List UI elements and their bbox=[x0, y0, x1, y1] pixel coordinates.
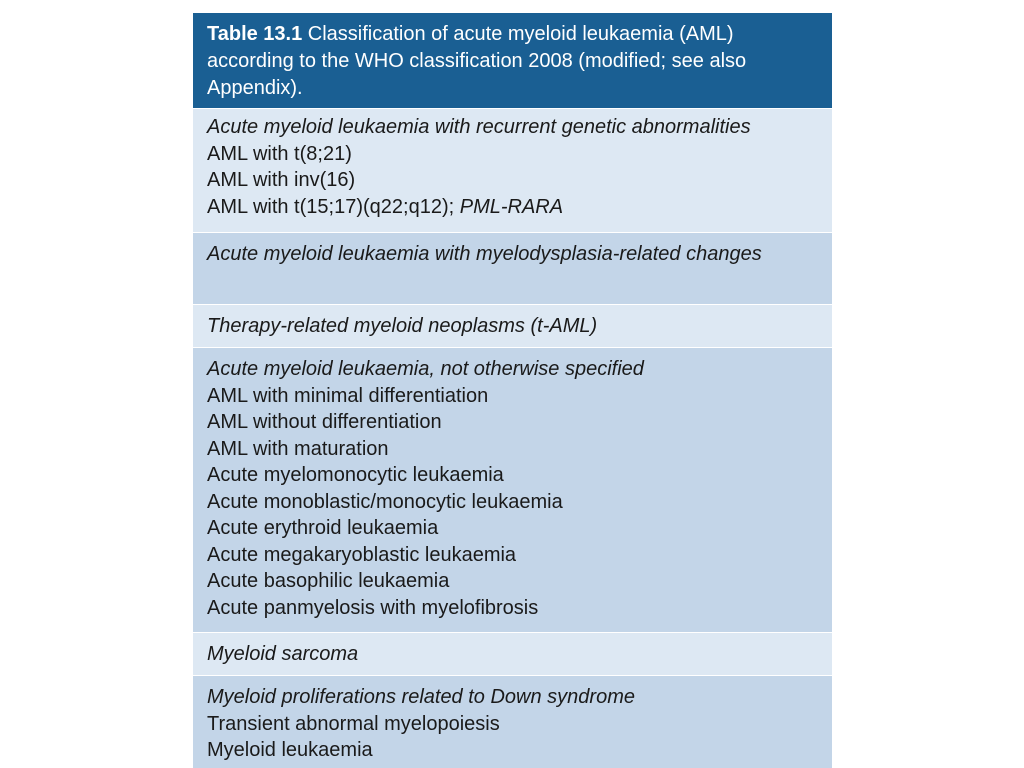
section-therapy-related bbox=[193, 304, 832, 347]
list-item: AML without differentiation bbox=[207, 411, 442, 433]
table-number: Table 13.1 bbox=[207, 23, 303, 45]
section-heading: Acute myeloid leukaemia with myelodysplasia-related changes bbox=[207, 243, 762, 265]
list-item: Acute erythroid leukaemia bbox=[207, 517, 439, 539]
list-item: AML with t(8;21) bbox=[207, 142, 352, 165]
list-item: Myeloid leukaemia bbox=[207, 739, 373, 761]
section-myelodysplasia bbox=[193, 232, 832, 304]
list-item-text: AML with t(15;17)(q22;q12); bbox=[207, 195, 455, 218]
section-heading: Acute myeloid leukaemia, not otherwise specified bbox=[207, 358, 644, 380]
section-heading: Therapy-related myeloid neoplasms (t-AML) bbox=[207, 315, 598, 337]
section-myeloid-sarcoma bbox=[193, 632, 832, 675]
section-nos bbox=[193, 347, 832, 632]
list-item: AML with minimal differentiation bbox=[207, 384, 489, 407]
list-item: Acute monoblastic/monocytic leukaemia bbox=[207, 490, 563, 513]
gene-fusion-name: PML-RARA bbox=[459, 195, 564, 218]
list-item: Acute megakaryoblastic leukaemia bbox=[207, 543, 517, 566]
list-item: Acute basophilic leukaemia bbox=[207, 570, 450, 592]
list-item: Acute myelomonocytic leukaemia bbox=[207, 464, 504, 486]
list-item bbox=[207, 194, 818, 221]
section-heading: Myeloid sarcoma bbox=[207, 643, 359, 665]
classification-table bbox=[193, 13, 832, 768]
table-caption bbox=[193, 13, 832, 108]
section-down-syndrome bbox=[193, 675, 832, 768]
list-item: AML with maturation bbox=[207, 437, 389, 460]
section-heading: Myeloid proliferations related to Down syndrome bbox=[207, 686, 635, 708]
section-heading: Acute myeloid leukaemia with recurrent genetic abnormalities bbox=[207, 116, 751, 138]
list-item: Acute panmyelosis with myelofibrosis bbox=[207, 596, 539, 619]
list-item: AML with inv(16) bbox=[207, 169, 356, 191]
section-recurrent-genetic bbox=[193, 108, 832, 232]
list-item: Transient abnormal myelopoiesis bbox=[207, 712, 500, 735]
table-title: Classification of acute myeloid leukaemia (AML) according to the WHO classification 2008 (modified; see also Appendix). bbox=[207, 23, 747, 99]
